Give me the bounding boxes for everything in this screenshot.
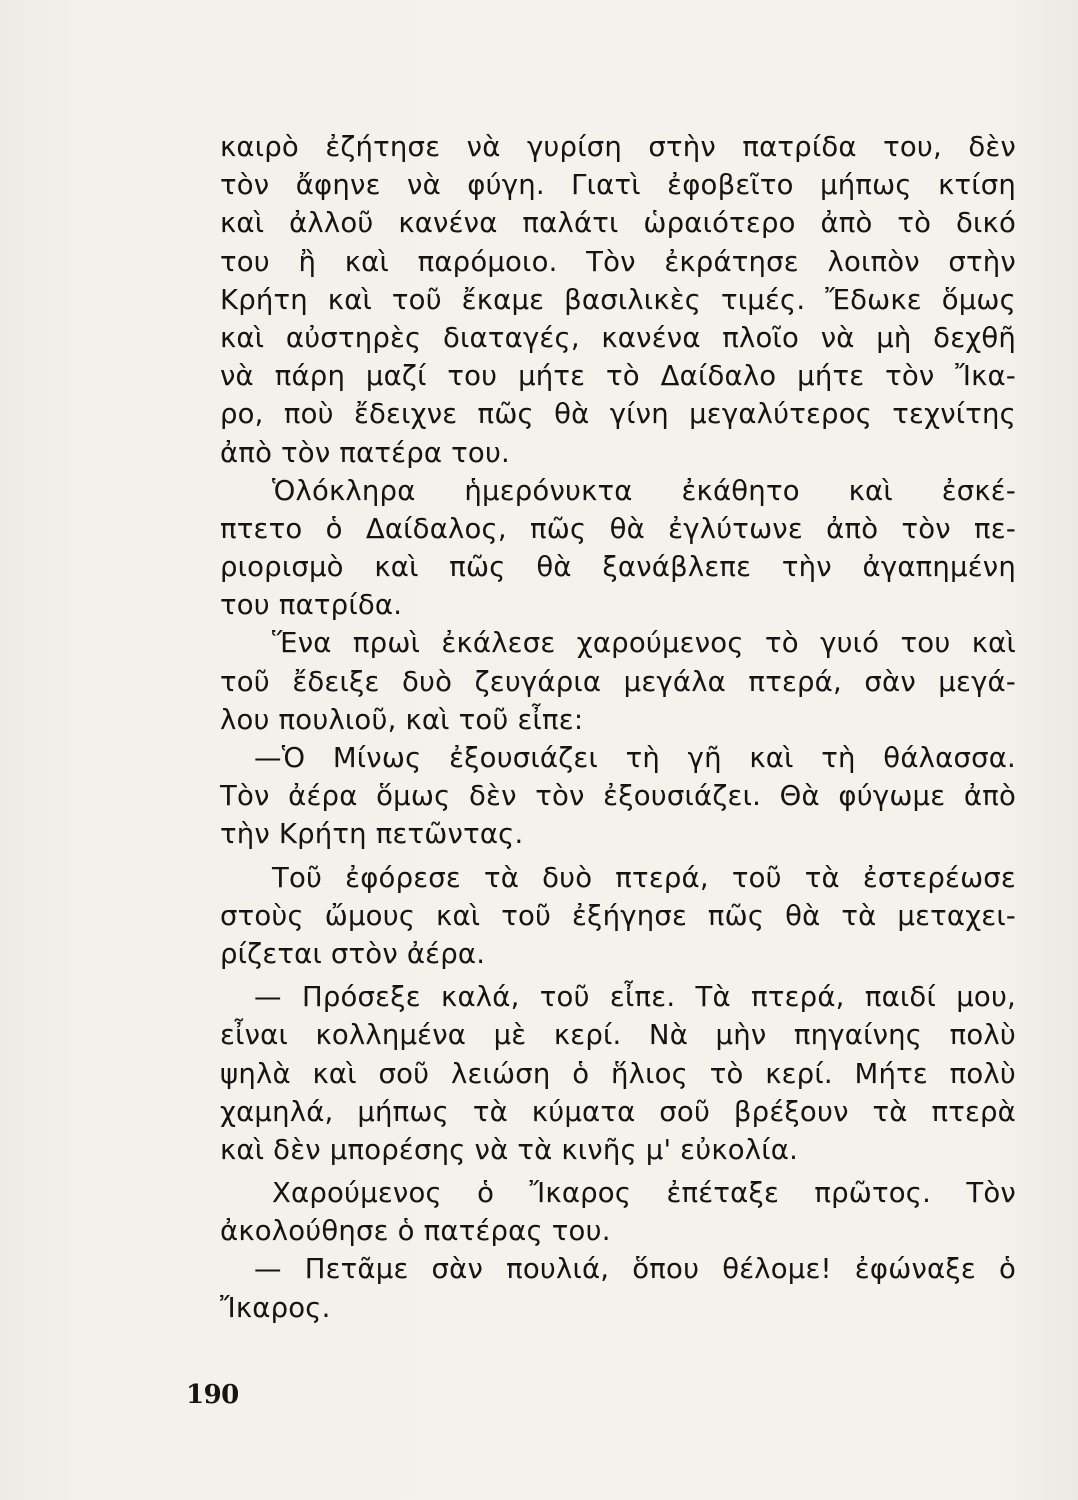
- page-text: [220, 128, 1016, 1327]
- text-line: νὰ πάρη μαζί του μήτε τὸ Δαίδαλο μήτε τὸν Ἴκα-: [220, 360, 1016, 393]
- text-line: Κρήτη καὶ τοῦ ἔκαμε βασιλικὲς τιμές. Ἔδωκε ὅμως: [220, 283, 1016, 316]
- text-line: στοὺς ὤμους καὶ τοῦ ἐξήγησε πῶς θὰ τὰ μεταχει-: [220, 899, 1016, 932]
- text-line: Τὸν ἀέρα ὅμως δὲν τὸν ἐξουσιάζει. Θὰ φύγωμε ἀπὸ: [220, 780, 1016, 813]
- text-line: τοῦ ἔδειξε δυὸ ζευγάρια μεγάλα πτερά, σὰν μεγά-: [220, 665, 1016, 698]
- text-line: του ἢ καὶ παρόμοιο. Τὸν ἐκράτησε λοιπὸν στὴν: [220, 245, 1016, 278]
- page-number: 190: [186, 1380, 239, 1410]
- text-line: Ἴκαρος.: [220, 1291, 331, 1324]
- text-line: καιρὸ ἐζήτησε νὰ γυρίση στὴν πατρίδα του, δὲν: [220, 131, 1016, 163]
- text-line: χαμηλά, μήπως τὰ κύματα σοῦ βρέξουν τὰ πτερὰ: [220, 1095, 1016, 1128]
- text-line: τὸν ἄφηνε νὰ φύγη. Γιατὶ ἐφοβεῖτο μήπως κτίση: [220, 169, 1016, 202]
- text-line: ἀπὸ τὸν πατέρα του.: [220, 436, 510, 469]
- text-line: καὶ δὲν μπορέσης νὰ τὰ κινῆς μ' εὐκολία.: [220, 1133, 799, 1166]
- text-line: ἀκολούθησε ὁ πατέρας του.: [220, 1215, 611, 1248]
- text-line: —Ὁ Μίνως ἐξουσιάζει τὴ γῆ καὶ τὴ θάλασσα.: [254, 742, 1016, 774]
- text-line: καὶ ἀλλοῦ κανένα παλάτι ὡραιότερο ἀπὸ τὸ δικό: [220, 207, 1016, 240]
- text-line: Χαρούμενος ὁ Ἴκαρος ἐπέταξε πρῶτος. Τὸν: [272, 1177, 1016, 1210]
- text-line: Ἕνα πρωὶ ἐκάλεσε χαρούμενος τὸ γυιό του καὶ: [272, 627, 1016, 660]
- text-line: ριορισμὸ καὶ πῶς θὰ ξανάβλεπε τὴν ἀγαπημένη: [220, 551, 1016, 584]
- text-line: λου πουλιοῦ, καὶ τοῦ εἶπε:: [220, 703, 584, 736]
- text-line: του πατρίδα.: [220, 589, 403, 622]
- text-line: ψηλὰ καὶ σοῦ λειώση ὁ ἥλιος τὸ κερί. Μήτε πολὺ: [220, 1057, 1016, 1090]
- text-line: τὴν Κρήτη πετῶντας.: [220, 818, 524, 851]
- text-line: Ὁλόκληρα ἡμερόνυκτα ἐκάθητο καὶ ἐσκέ-: [272, 474, 1016, 507]
- text-line: — Πετᾶμε σὰν πουλιά, ὅπου θέλομε! ἐφώναξε ὁ: [254, 1253, 1016, 1286]
- text-line: ρο, ποὺ ἔδειχνε πῶς θὰ γίνη μεγαλύτερος τεχνίτης: [220, 398, 1016, 431]
- text-line: — Πρόσεξε καλά, τοῦ εἶπε. Τὰ πτερά, παιδί μου,: [254, 981, 1016, 1014]
- text-line: καὶ αὐστηρὲς διαταγές, κανένα πλοῖο νὰ μὴ δεχθῆ: [220, 321, 1016, 354]
- text-line: εἶναι κολλημένα μὲ κερί. Νὰ μὴν πηγαίνης πολὺ: [220, 1019, 1016, 1052]
- text-line: Τοῦ ἐφόρεσε τὰ δυὸ πτερά, τοῦ τὰ ἐστερέωσε: [272, 861, 1016, 894]
- text-line: πτετο ὁ Δαίδαλος, πῶς θὰ ἐγλύτωνε ἀπὸ τὸν πε-: [220, 512, 1016, 545]
- text-line: ρίζεται στὸν ἀέρα.: [220, 937, 486, 970]
